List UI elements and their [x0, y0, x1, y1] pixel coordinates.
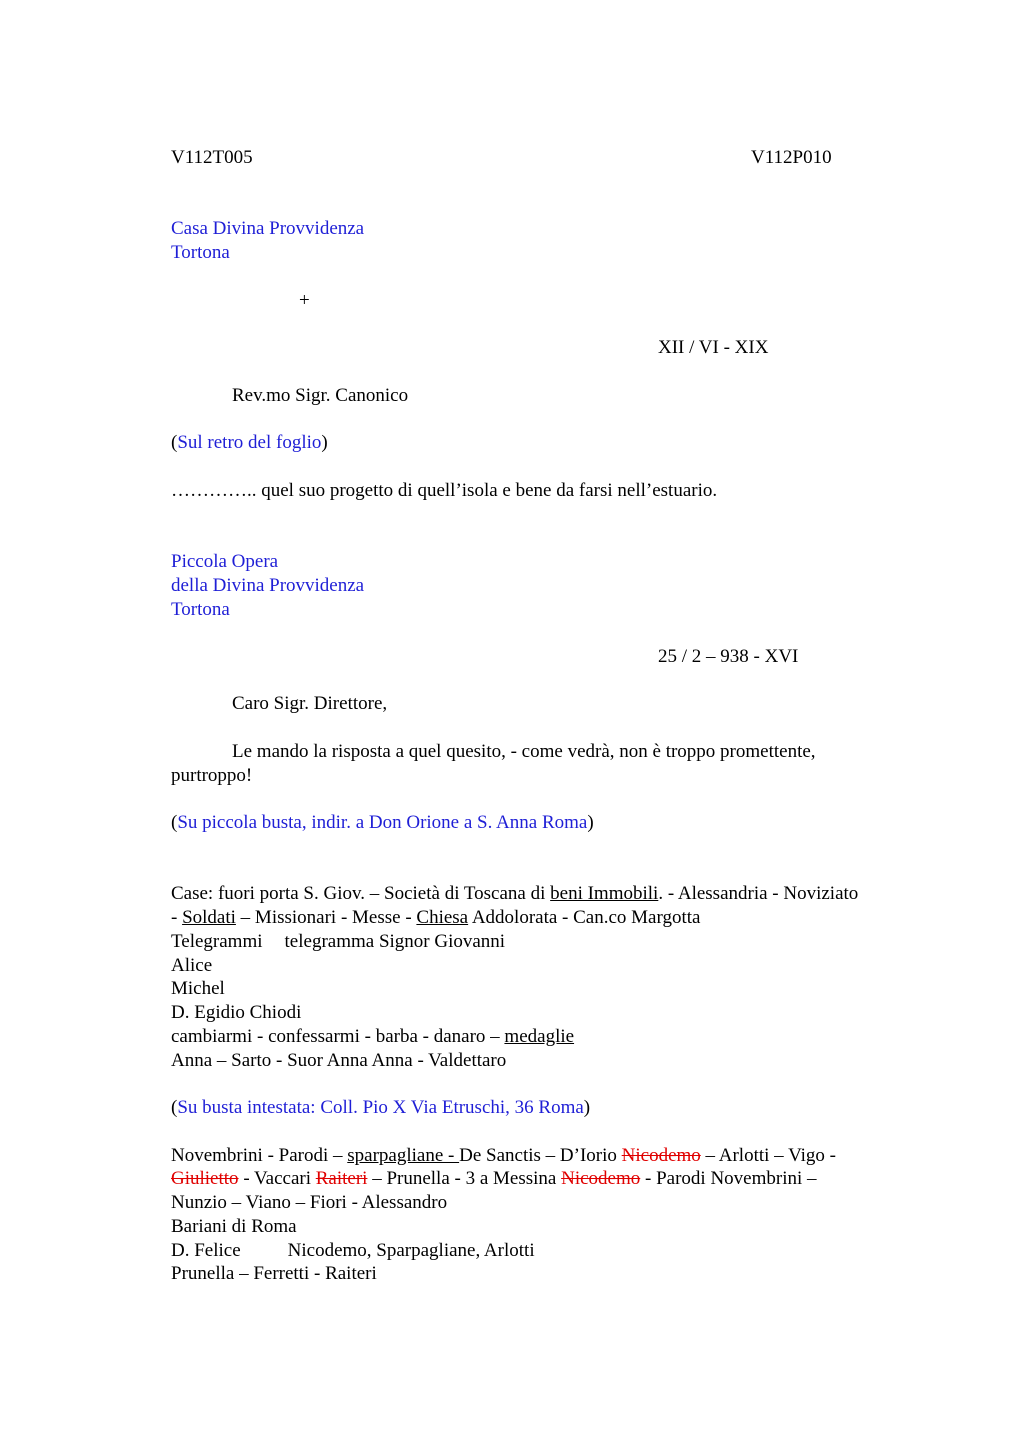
- doc-code-left: V112T005: [171, 147, 253, 168]
- letterhead-line-2: Tortona: [171, 242, 230, 263]
- notes2-line-3: Nunzio – Viano – Fiori - Alessandro: [171, 1192, 448, 1213]
- notes2-line-2: Giulietto - Vaccari Raiteri – Prunella - 3 a Messina Nicodemo - Parodi Novembrini –: [171, 1168, 817, 1189]
- letter1-salutation: Rev.mo Sigr. Canonico: [232, 385, 409, 406]
- struck-name: Giulietto: [171, 1168, 239, 1189]
- letterhead2-line-3: Tortona: [171, 599, 230, 620]
- letter2-body-line-2: purtroppo!: [171, 765, 253, 786]
- notes1-line-5: Michel: [171, 978, 225, 999]
- letter1-note: (Sul retro del foglio): [171, 432, 328, 453]
- notes1-line-8: Anna – Sarto - Suor Anna Anna - Valdettaro: [171, 1050, 507, 1071]
- notes1-line-7: cambiarmi - confessarmi - barba - danaro – medaglie: [171, 1026, 575, 1047]
- letter1-body: ………….. quel suo progetto di quell’isola e bene da farsi nell’estuario.: [171, 480, 718, 501]
- doc-code-right: V112P010: [751, 147, 832, 168]
- notes2-line-4: Bariani di Roma: [171, 1216, 297, 1237]
- notes2-line-6: Prunella – Ferretti - Raiteri: [171, 1263, 377, 1284]
- note3: (Su busta intestata: Coll. Pio X Via Etruschi, 36 Roma): [171, 1097, 591, 1118]
- struck-name: Nicodemo: [621, 1145, 701, 1166]
- letter2-salutation: Caro Sigr. Direttore,: [232, 693, 388, 714]
- letterhead2-line-1: Piccola Opera: [171, 551, 279, 572]
- letterhead-line-1: Casa Divina Provvidenza: [171, 218, 365, 239]
- notes1-line-3: Telegrammi telegramma Signor Giovanni: [171, 931, 506, 952]
- notes1-line-4: Alice: [171, 955, 213, 976]
- struck-name: Raiteri: [315, 1168, 368, 1189]
- notes1-line-2: - Soldati – Missionari - Messe - Chiesa Addolorata - Can.co Margotta: [171, 907, 701, 928]
- letter2-note: (Su piccola busta, indir. a Don Orione a S. Anna Roma): [171, 812, 594, 833]
- notes2-line-5: D. Felice Nicodemo, Sparpagliane, Arlotti: [171, 1240, 535, 1261]
- letterhead2-line-2: della Divina Provvidenza: [171, 575, 365, 596]
- letter2-body-line-1: Le mando la risposta a quel quesito, - come vedrà, non è troppo promettente,: [232, 741, 816, 762]
- notes1-line-1: Case: fuori porta S. Giov. – Società di Toscana di beni Immobili. - Alessandria - Noviziato: [171, 883, 859, 904]
- struck-name: Nicodemo: [561, 1168, 641, 1189]
- letter1-date: XII / VI - XIX: [658, 337, 769, 358]
- letter2-date: 25 / 2 – 938 - XVI: [658, 646, 799, 667]
- notes1-line-6: D. Egidio Chiodi: [171, 1002, 302, 1023]
- notes2-line-1: Novembrini - Parodi – sparpagliane - De Sanctis – D’Iorio Nicodemo – Arlotti – Vigo -: [171, 1145, 837, 1166]
- cross-symbol: +: [299, 290, 310, 311]
